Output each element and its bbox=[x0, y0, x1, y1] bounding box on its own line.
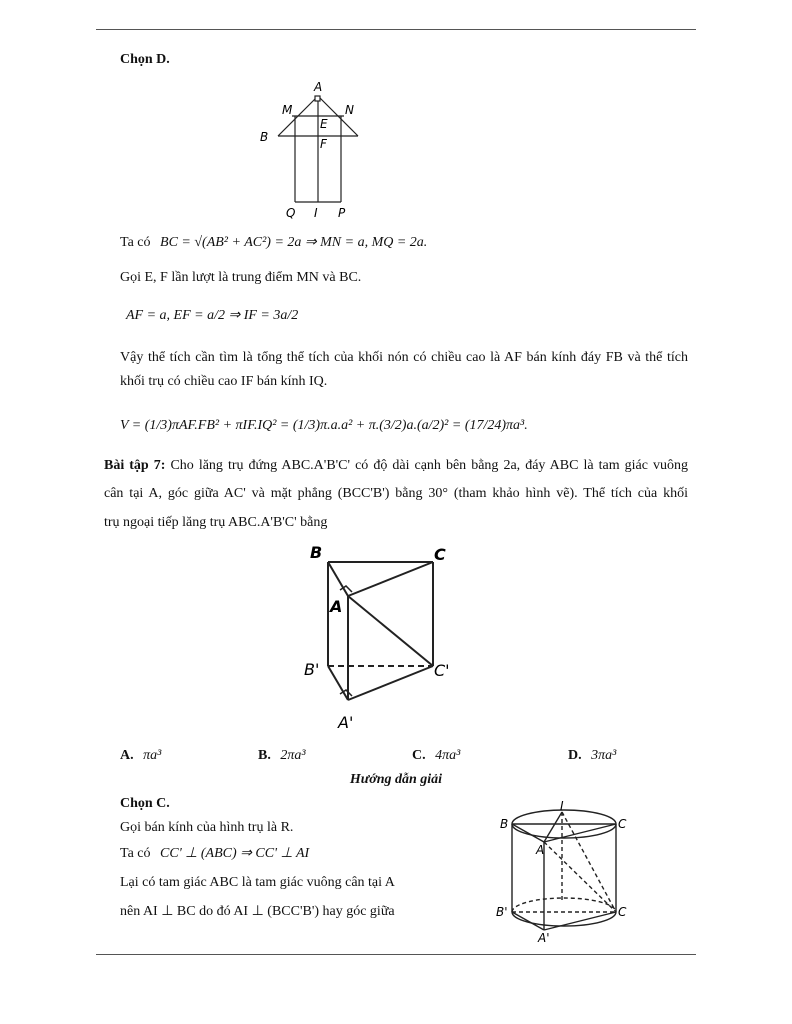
fig3-label-c-bottom: C bbox=[618, 905, 627, 919]
fig3-label-b-prime: B' bbox=[496, 905, 508, 919]
af-formula: AF = a, EF = a/2 ⇒ IF = 3a/2 bbox=[126, 308, 299, 323]
fig1-label-f: F bbox=[320, 137, 327, 151]
volume-formula: V = (1/3)πAF.FB² + πIF.IQ² = (1/3)π.a.a² + π.(3/2)a.(a/2)² = (17/24)πa³. bbox=[120, 418, 528, 433]
answer-choice-heading: Chọn D. bbox=[120, 52, 170, 67]
fig1-label-n: N bbox=[345, 103, 354, 117]
exercise7-line3: trụ ngoại tiếp lăng trụ ABC.A'B'C' bằng bbox=[104, 515, 328, 530]
fig3-label-b: B bbox=[500, 817, 509, 831]
option-d[interactable] bbox=[568, 748, 616, 764]
bc-line-prefix: Ta có bbox=[120, 235, 151, 250]
bottom-rule bbox=[96, 954, 696, 955]
fig1-label-m: M bbox=[282, 103, 293, 117]
prism-figure bbox=[300, 540, 470, 735]
fig1-label-a: A bbox=[314, 80, 323, 94]
fig1-label-q: Q bbox=[286, 206, 296, 220]
exercise7-label: Bài tập 7: bbox=[104, 458, 166, 473]
cylinder-figure bbox=[494, 800, 634, 945]
exercise7-line1 bbox=[104, 458, 688, 474]
solution-line2 bbox=[120, 845, 309, 862]
option-d-value: 3πa³ bbox=[591, 748, 617, 763]
option-c[interactable] bbox=[412, 748, 460, 764]
bc-formula: BC = √(AB² + AC²) = 2a ⇒ MN = a, MQ = 2a. bbox=[160, 235, 428, 250]
fig2-label-c-prime: C' bbox=[434, 661, 450, 680]
option-d-letter: D. bbox=[568, 748, 582, 763]
fig3-label-c: C bbox=[618, 817, 627, 831]
bc-line bbox=[120, 234, 427, 251]
solution-guide-title: Hướng dẫn giải bbox=[349, 772, 443, 787]
fig2-label-c: C bbox=[434, 545, 446, 564]
option-a-value: πa³ bbox=[143, 748, 162, 763]
top-rule bbox=[96, 29, 696, 30]
ef-line: Gọi E, F lần lượt là trung điểm MN và BC. bbox=[120, 270, 362, 285]
option-b-letter: B. bbox=[258, 748, 271, 763]
option-b-value: 2πa³ bbox=[280, 748, 306, 763]
exercise7-line2: cân tại A, góc giữa AC' và mặt phẳng (BCC'B') bằng 30° (tham khảo hình vẽ). Thể tích của khối bbox=[104, 486, 688, 501]
option-c-value: 4πa³ bbox=[435, 748, 461, 763]
fig3-label-a: A bbox=[536, 843, 545, 857]
fig2-label-a-prime: A' bbox=[338, 713, 354, 732]
option-b[interactable] bbox=[258, 748, 306, 764]
fig1-label-i: I bbox=[314, 206, 318, 220]
fig1-label-e: E bbox=[320, 117, 328, 131]
cone-cylinder-figure bbox=[252, 78, 364, 223]
solution-choice-heading: Chọn C. bbox=[120, 796, 170, 811]
fig1-label-p: P bbox=[338, 206, 346, 220]
volume-text-line1: Vậy thể tích cần tìm là tổng thể tích của khối nón có chiều cao là AF bán kính đáy FB và thể tích bbox=[120, 350, 688, 365]
solution-line2-formula: CC' ⊥ (ABC) ⇒ CC' ⊥ AI bbox=[160, 846, 310, 861]
option-a[interactable] bbox=[120, 748, 161, 764]
option-c-letter: C. bbox=[412, 748, 426, 763]
solution-line3: Lại có tam giác ABC là tam giác vuông cân tại A bbox=[120, 875, 395, 890]
fig3-label-a-prime: A' bbox=[538, 931, 550, 945]
solution-line2-prefix: Ta có bbox=[120, 846, 151, 861]
fig2-label-b: B bbox=[310, 543, 323, 562]
fig2-label-a: A bbox=[330, 597, 343, 616]
fig1-label-b: B bbox=[260, 130, 269, 144]
exercise7-text1: Cho lăng trụ đứng ABC.A'B'C' có độ dài cạnh bên bằng 2a, đáy ABC là tam giác vuông bbox=[170, 458, 689, 473]
option-a-letter: A. bbox=[120, 748, 134, 763]
fig3-label-i: I bbox=[560, 800, 564, 813]
solution-line4: nên AI ⊥ BC do đó AI ⊥ (BCC'B') hay góc giữa bbox=[120, 904, 395, 919]
fig2-label-b-prime: B' bbox=[304, 660, 320, 679]
solution-line1: Gọi bán kính của hình trụ là R. bbox=[120, 820, 294, 835]
volume-text-line2: khối trụ có chiều cao IF bán kính IQ. bbox=[120, 374, 328, 389]
